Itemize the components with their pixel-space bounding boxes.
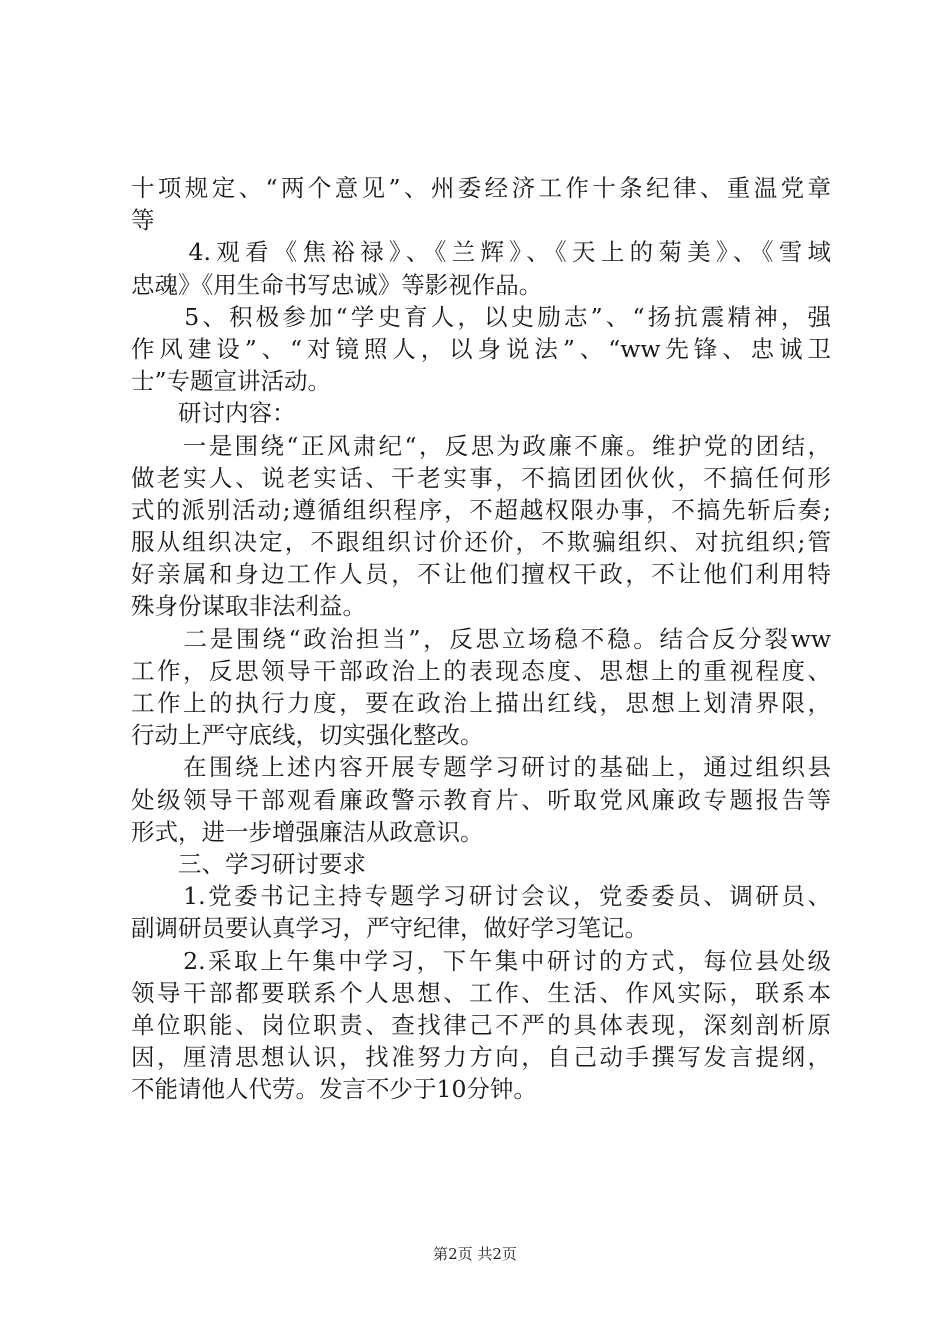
text-line: 殊身份谋取非法利益。: [131, 592, 366, 621]
text-line: 处级领导干部观看廉政警示教育片、听取党风廉政专题报告等: [131, 785, 831, 814]
section-heading: 研讨内容：: [131, 399, 296, 428]
text-line: 不能请他人代劳。发言不少于10分钟。: [131, 1075, 537, 1104]
text-line: 1.党委书记主持专题学习研讨会议，党委委员、调研员、: [131, 882, 831, 911]
text-line: 单位职能、岗位职责、查找律己不严的具体表现，深刻剖析原: [131, 1010, 831, 1039]
text-line: 在围绕上述内容开展专题学习研讨的基础上，通过组织县: [131, 753, 831, 782]
text-line: 4.观看《焦裕禄》、《兰辉》、《天上的菊美》、《雪域: [131, 238, 831, 267]
text-line: 2.采取上午集中学习，下午集中研讨的方式，每位县处级: [131, 946, 831, 975]
text-line: 形式，进一步增强廉洁从政意识。: [131, 817, 484, 846]
text-line: 5、积极参加“学史育人，以史励志”、“扬抗震精神，强: [131, 302, 831, 331]
text-line: 行动上严守底线，切实强化整改。: [131, 721, 484, 750]
text-line: 副调研员要认真学习，严守纪律，做好学习笔记。: [131, 914, 648, 943]
text-line: 因，厘清思想认识，找准努力方向，自己动手撰写发言提纲，: [131, 1043, 831, 1072]
text-line: 士”专题宣讲活动。: [131, 367, 332, 396]
text-line: 十项规定、“两个意见”、州委经济工作十条纪律、重温党章: [131, 174, 831, 202]
text-line: 二是围绕“政治担当”，反思立场稳不稳。结合反分裂ww: [131, 624, 831, 653]
text-line: 服从组织决定，不跟组织讨价还价，不欺骗组织、对抗组织;管: [131, 528, 831, 557]
page-footer: 第2页 共2页: [433, 1245, 517, 1263]
text-line: 工作，反思领导干部政治上的表现态度、思想上的重视程度、: [131, 656, 831, 685]
text-line: 忠魂》《用生命书写忠诚》等影视作品。: [131, 270, 543, 299]
text-line: 领导干部都要联系个人思想、工作、生活、作风实际，联系本: [131, 978, 831, 1007]
section-heading: 三、学习研讨要求: [131, 849, 366, 878]
text-line: 工作上的执行力度，要在政治上描出红线，思想上划清界限，: [131, 689, 831, 717]
text-line: 做老实人、说老实话、干老实事，不搞团团伙伙，不搞任何形: [131, 463, 831, 492]
text-line: 一是围绕“正风肃纪“，反思为政廉不廉。维护党的团结，: [131, 431, 831, 460]
text-line: 好亲属和身边工作人员，不让他们擅权干政，不让他们利用特: [131, 560, 831, 589]
text-line: 等: [131, 206, 155, 235]
text-line: 式的派别活动;遵循组织程序，不超越权限办事，不搞先斩后奏;: [131, 495, 831, 524]
document-body: [131, 172, 831, 1105]
text-line: 作风建设”、“对镜照人，以身说法”、“ww先锋、忠诚卫: [131, 334, 831, 363]
